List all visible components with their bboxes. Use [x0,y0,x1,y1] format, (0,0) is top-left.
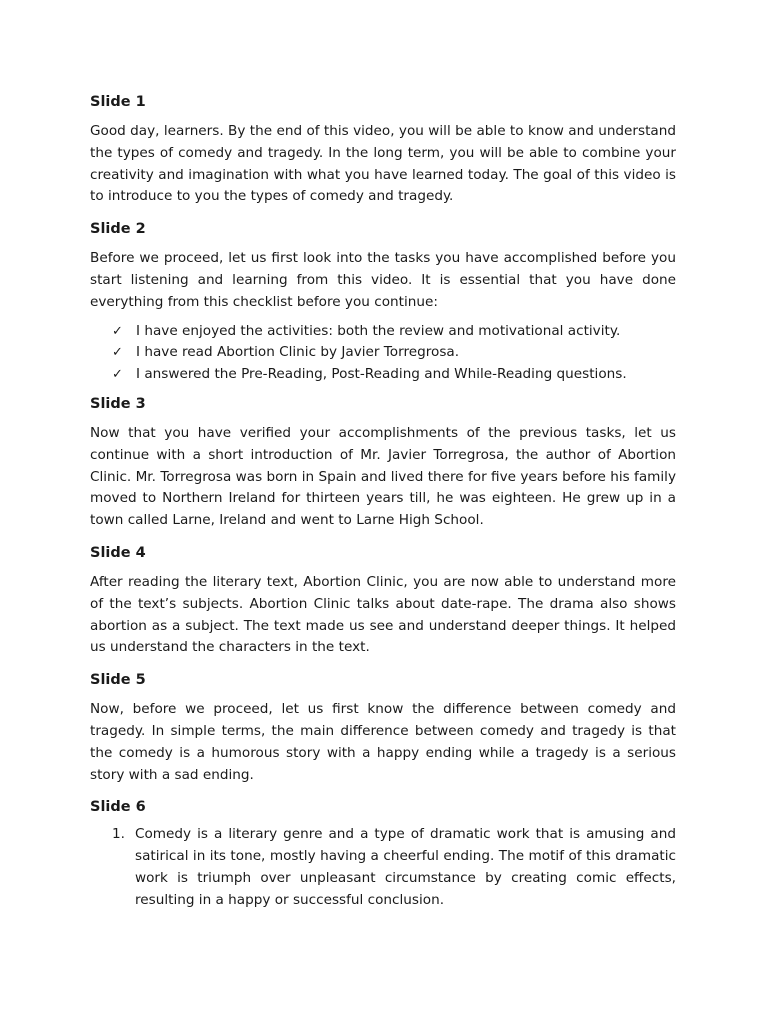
checklist-item-text: I answered the Pre-Reading, Post-Reading and While-Reading questions. [136,366,627,383]
document-page [90,92,676,912]
slide-4-text: After reading the literary text, Abortion Clinic, you are now able to understand more of the text’s subjects. Abortion Clinic talks about date-rape. The drama also shows abortion as a subject. The text made us see and understand deeper things. It helped us understand the characters in the text. [90,573,676,656]
slide-2-text: Before we proceed, let us first look into the tasks you have accomplished before you start listening and learning from this video. It is essential that you have done everything from this checklist before you continue: [90,250,676,310]
checkmark-icon: ✓ [112,323,123,339]
slide-5-text: Now, before we proceed, let us first know the difference between comedy and tragedy. In simple terms, the main difference between comedy and tragedy is that the comedy is a humorous story with a happy ending while a tragedy is a serious story with a sad ending. [90,701,676,783]
checkmark-icon: ✓ [112,345,123,361]
slide-6-numbered-list [90,824,676,911]
numbered-item [90,824,676,911]
slide-3-heading: Slide 3 [90,395,146,412]
numbered-item-text: Comedy is a literary genre and a type of dramatic work that is amusing and satirical in its tone, mostly having a cheerful ending. The motif of this dramatic work is triumph over unpleasant circumstance by creating comic effects, resulting in a happy or successful conclusion. [135,826,676,908]
checkmark-icon: ✓ [112,367,123,383]
checklist-item-text: I have read Abortion Clinic by Javier Torregrosa. [136,344,460,361]
slide-1-text: Good day, learners. By the end of this video, you will be able to know and understand the types of comedy and tragedy. In the long term, you will be able to combine your creativity and imagination with what you have learned today. The goal of this video is to introduce to you the types of comedy and tragedy. [90,123,676,205]
slide-3-text: Now that you have verified your accomplishments of the previous tasks, let us continue with a short introduction of Mr. Javier Torregrosa, the author of Abortion Clinic. Mr. Torregrosa was born in Spain and lived there for five years before his family moved to Northern Ireland for thirteen years till, he was eighteen. He grew up in a town called Larne, Ireland and went to Larne High School. [90,424,676,529]
checklist-item [112,321,676,343]
item-number: 1. [112,826,125,843]
slide-5-heading: Slide 5 [90,672,146,689]
slide-4-heading: Slide 4 [90,544,146,561]
slide-1-heading: Slide 1 [90,94,146,110]
slide-2-checklist [90,321,676,386]
checklist-item-text: I have enjoyed the activities: both the review and motivational activity. [136,322,621,339]
slide-2-heading: Slide 2 [90,221,146,238]
checklist-item [112,364,676,386]
slide-6-heading: Slide 6 [90,799,146,816]
checklist-item [112,342,676,364]
